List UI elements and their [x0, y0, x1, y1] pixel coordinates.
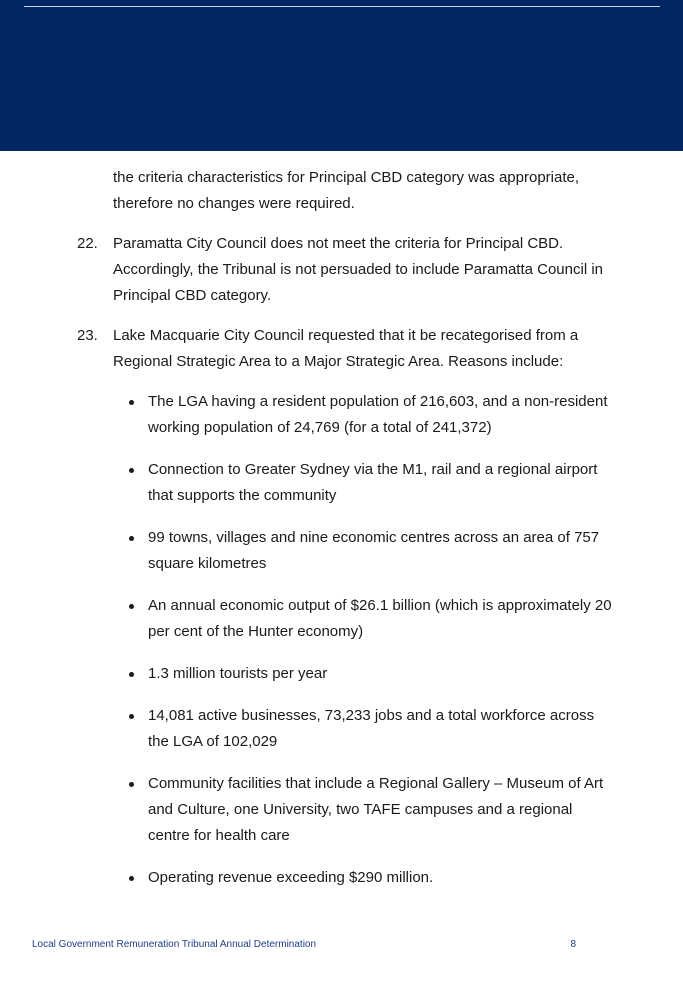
list-item-text: The LGA having a resident population of 216,603, and a non-resident working population of 24,769 (for a total of 241,372) — [148, 393, 608, 436]
paragraph-number: 23. — [77, 327, 98, 344]
list-item-text: 99 towns, villages and nine economic centres across an area of 757 square kilometres — [148, 529, 600, 572]
list-item — [0, 593, 683, 645]
paragraph-number: 22. — [77, 235, 98, 252]
list-item — [0, 771, 683, 849]
list-item-text: An annual economic output of $26.1 billion (which is approximately 20 per cent of the Hunter economy) — [148, 597, 612, 640]
list-item-text: Community facilities that include a Regional Gallery – Museum of Art and Culture, one University, two TAFE campuses and a regional centre for health care — [148, 775, 604, 844]
bullet-icon — [129, 876, 134, 881]
list-item — [0, 865, 683, 891]
paragraph-text: Lake Macquarie City Council requested that it be recategorised from a Regional Strategic Area to a Major Strategic Area. Reasons include: — [113, 327, 579, 370]
reasons-list — [0, 389, 683, 891]
bullet-icon — [129, 536, 134, 541]
list-item-text: 14,081 active businesses, 73,233 jobs and a total workforce across the LGA of 102,029 — [148, 707, 595, 750]
page-footer — [32, 939, 576, 950]
bullet-icon — [129, 604, 134, 609]
list-item — [0, 703, 683, 755]
numbered-paragraph-23 — [0, 323, 683, 375]
bullet-icon — [129, 400, 134, 405]
list-item — [0, 661, 683, 687]
list-item — [0, 457, 683, 509]
bullet-icon — [129, 468, 134, 473]
paragraph-text: Paramatta City Council does not meet the criteria for Principal CBD. Accordingly, the Tribunal is not persuaded to include Paramatta Council in Principal CBD category. — [113, 235, 603, 304]
header-band — [0, 0, 683, 151]
bullet-icon — [129, 714, 134, 719]
bullet-icon — [129, 782, 134, 787]
list-item — [0, 525, 683, 577]
numbered-paragraph-22 — [0, 231, 683, 309]
list-item-text: Operating revenue exceeding $290 million. — [148, 869, 434, 886]
list-item — [0, 389, 683, 441]
list-item-text: 1.3 million tourists per year — [148, 665, 328, 682]
page-number: 8 — [570, 939, 576, 950]
continuation-paragraph: the criteria characteristics for Principal CBD category was appropriate, therefore no changes were required. — [113, 169, 580, 212]
document-body — [0, 165, 683, 907]
header-rule — [24, 6, 660, 7]
list-item-text: Connection to Greater Sydney via the M1, rail and a regional airport that supports the community — [148, 461, 598, 504]
bullet-icon — [129, 672, 134, 677]
footer-title: Local Government Remuneration Tribunal Annual Determination — [32, 939, 317, 950]
